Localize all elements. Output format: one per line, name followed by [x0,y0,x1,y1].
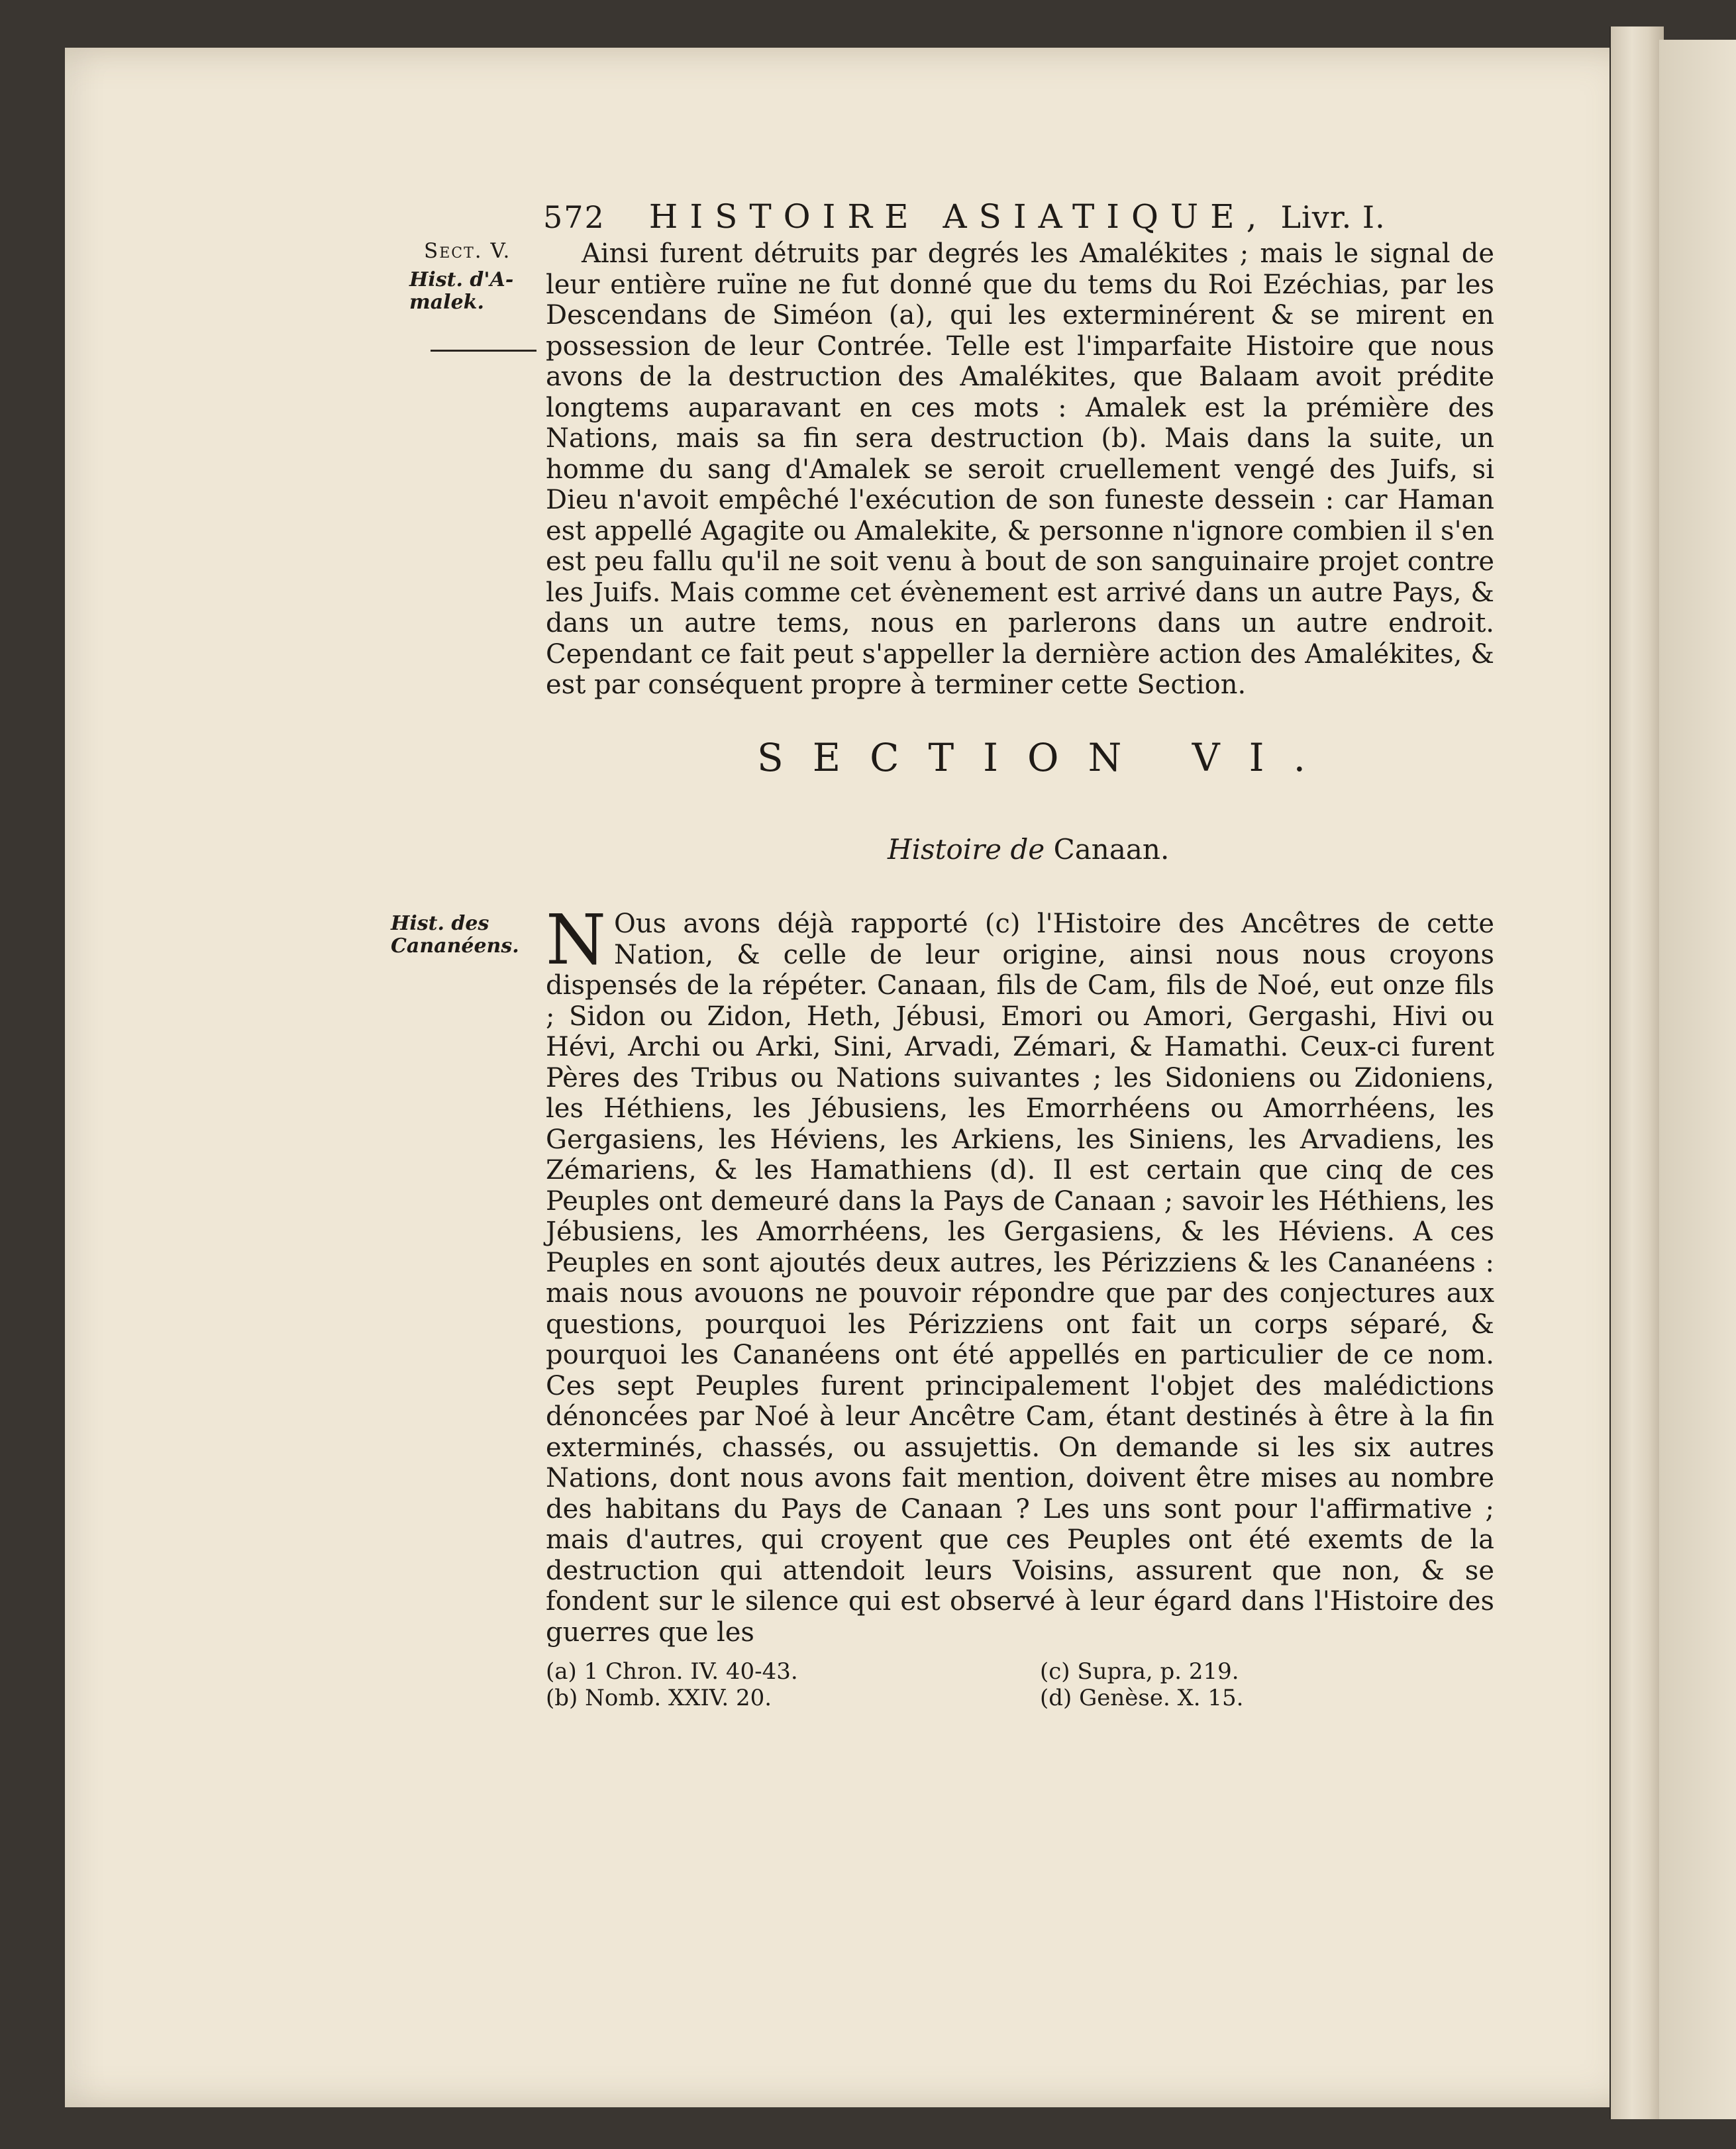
section-v-paragraph [546,238,1494,701]
footnotes-left [546,1658,798,1711]
footnotes-right [1040,1658,1243,1711]
section-vi-paragraph [546,899,1494,1648]
section-heading: SECTION VI. [757,735,1335,780]
section-v-text: Ainsi furent détruits par degrés les Amalékites ; mais le signal de leur entière ruïne ne fut donné que du tems du Roi Ezéchias, par les Descendans de Siméon (a), qui les exterminérent & se mirent en possession de leur Contrée. Telle est l'imparfaite Histoire que nous avons de la destruction des Amalékites, que Balaam avoit prédite longtems auparavant en ces mots : Amalek est la prémière des Nations, mais sa fin sera destruction (b). Mais dans la suite, un homme du sang d'Amalek se seroit cruellement vengé des Juifs, si Dieu n'avoit empêché l'exécution de son funeste dessein : car Haman est appellé Agagite ou Amalekite, & personne n'ignore combien il s'en est peu fallu qu'il ne soit venu à bout de son sanguinaire projet contre les Juifs. Mais comme cet évènement est arrivé dans un autre Pays, & dans un autre tems, nous en parlerons dans un autre endroit. Cependant ce fait peut s'appeller la dernière action des Amalékites, & est par conséquent propre à terminer cette Section. [546,238,1494,700]
header-title: HISTOIRE ASIATIQUE, [648,197,1269,236]
drop-cap: N [546,899,606,980]
margin-rule [431,350,536,352]
facing-page-edge [1659,40,1736,2119]
margin-note-cananeens: Hist. des Cananéens. [391,912,519,958]
footnote-d: (d) Genèse. X. 15. [1040,1685,1244,1711]
margin-section-ref: Sect. V. [424,239,511,263]
section-subtitle [888,833,1169,866]
margin-note-amalek: Hist. d'A-malek. [409,268,514,314]
subtitle-name: Canaan. [1053,833,1170,866]
section-vi-text: Ous avons déjà rapporté (c) l'Histoire des Ancêtres de cette Nation, & celle de leur origine, ainsi nous nous croyons dispensés de la répéter. Canaan, fils de Cam, fils de Noé, eut onze fils ; Sidon ou Zidon, Heth, Jébusi, Emori ou Amori, Gergashi, Hivi ou Hévi, Archi ou Arki, Sini, Arvadi, Zémari, & Hamathi. Ceux-ci furent Pères des Tribus ou Nations suivantes ; les Sidoniens ou Zidoniens, les Héthiens, les Jébusiens, les Emorrhéens ou Amorrhéens, les Gergasiens, les Héviens, les Arkiens, les Siniens, les Arvadiens, les Zémariens, & les Hamathiens (d). Il est certain que cinq de ces Peuples ont demeuré dans la Pays de Canaan ; savoir les Héthiens, les Jébusiens, les Amorrhéens, les Gergasiens, & les Héviens. A ces Peuples en sont ajoutés deux autres, les Périzziens & les Cananéens : mais nous avouons ne pouvoir répondre que par des conjectures aux questions, pourquoi les Périzziens ont fait un corps séparé, & pourquoi les Cananéens ont été appellés en particulier de ce nom. Ces sept Peuples furent principalement l'objet des malédictions dénoncées par Noé à leur Ancêtre Cam, étant destinés à être à la fin exterminés, chassés, ou assujettis. On demande si les six autres Nations, dont nous avons fait mention, doivent être mises au nombre des habitans du Pays de Canaan ? Les uns sont pour l'affirmative ; mais d'autres, qui croyent que ces Peuples ont été exemts de la destruction qui attendoit leurs Voisins, assurent que non, & se fondent sur le silence qui est observé à leur égard dans l'Histoire des guerres que les [546,909,1494,1648]
page-number: 572 [543,199,605,235]
footnote-b: (b) Nomb. XXIV. 20. [546,1685,772,1711]
footnote-c: (c) Supra, p. 219. [1040,1658,1239,1685]
subtitle-prefix: Histoire de [888,833,1045,866]
header-livre: Livr. I. [1280,199,1386,235]
book-gutter [1609,26,1664,2119]
running-header [543,197,1404,236]
footnote-a: (a) 1 Chron. IV. 40-43. [546,1658,798,1685]
